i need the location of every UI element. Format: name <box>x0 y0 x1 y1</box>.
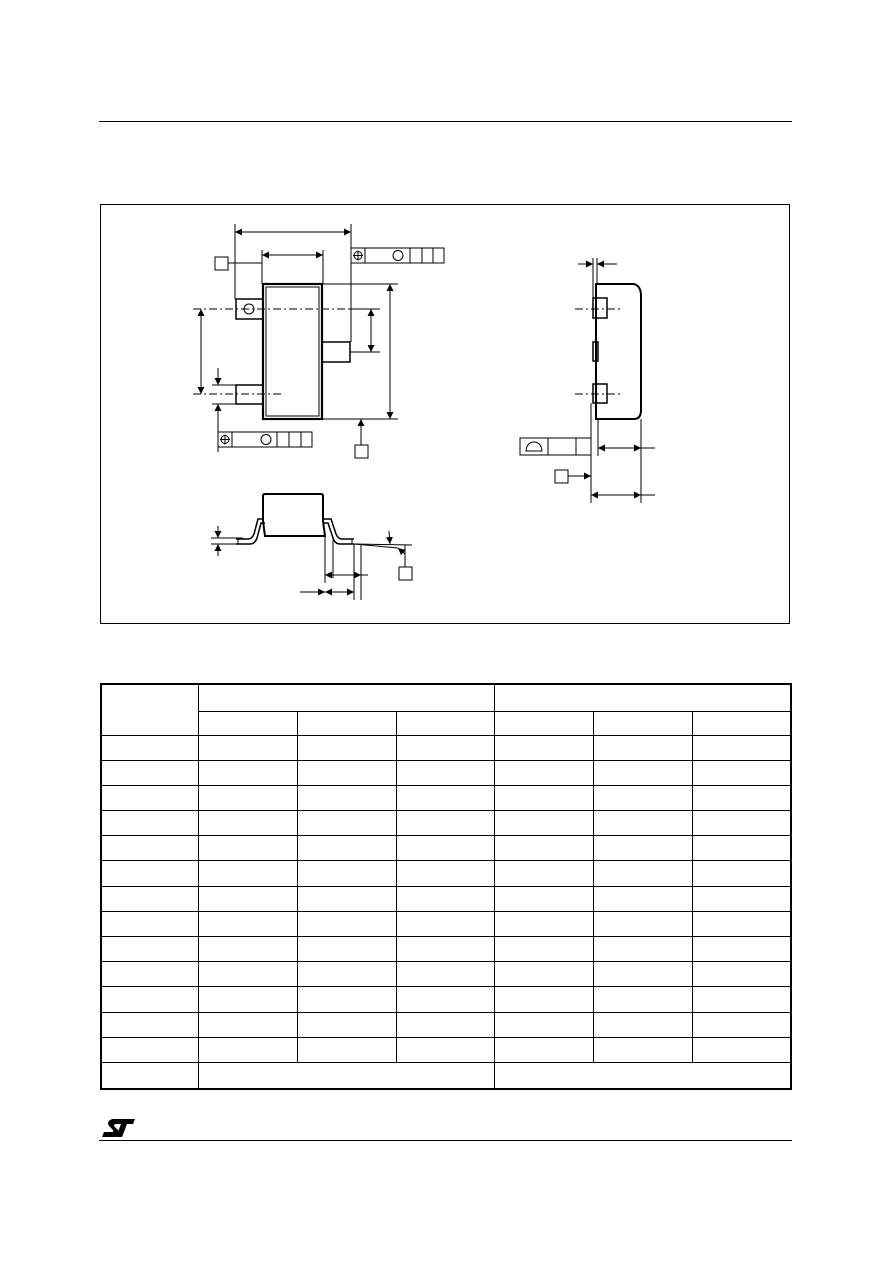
table-cell <box>396 987 495 1012</box>
table-cell <box>495 911 594 936</box>
dimension-line <box>389 531 390 544</box>
table-cell <box>396 911 495 936</box>
header-group <box>495 684 791 711</box>
table-cell <box>495 760 594 785</box>
table-cell <box>199 1037 298 1062</box>
table-row <box>101 785 791 810</box>
top-view <box>193 224 444 458</box>
table-cell <box>692 962 791 987</box>
table-cell <box>495 1062 791 1089</box>
table-cell <box>101 861 199 886</box>
table-row <box>101 735 791 760</box>
table-body <box>101 735 791 1062</box>
table-cell <box>199 962 298 987</box>
table-cell <box>692 987 791 1012</box>
table-cell <box>594 785 693 810</box>
package-body <box>263 284 322 419</box>
feature-control-frame-bottom <box>218 432 312 447</box>
table-cell <box>396 785 495 810</box>
dimensions-table <box>100 683 792 1090</box>
table-row <box>101 987 791 1012</box>
table-cell <box>396 811 495 836</box>
table-cell <box>199 836 298 861</box>
table-cell <box>495 785 594 810</box>
table-cell <box>297 886 396 911</box>
subheader-cell <box>594 711 693 735</box>
table-cell <box>594 987 693 1012</box>
table-cell <box>396 735 495 760</box>
table-cell <box>495 886 594 911</box>
feature-control-frame-side <box>520 438 591 455</box>
front-lead-right <box>323 519 354 539</box>
package-body-inner <box>266 287 319 416</box>
table-cell <box>101 987 199 1012</box>
table-cell <box>495 861 594 886</box>
table-cell <box>495 962 594 987</box>
subheader-cell <box>297 711 396 735</box>
st-logo-icon <box>101 1117 137 1139</box>
table-cell <box>101 811 199 836</box>
table-header-row <box>101 684 791 711</box>
table-cell <box>495 1037 594 1062</box>
table-cell <box>101 1037 199 1062</box>
table-cell <box>594 886 693 911</box>
table-cell <box>692 861 791 886</box>
table-cell <box>199 886 298 911</box>
table-cell <box>495 735 594 760</box>
side-view <box>520 258 655 503</box>
table-cell <box>101 937 199 962</box>
table-cell <box>396 836 495 861</box>
table-cell <box>101 760 199 785</box>
datum-box <box>555 470 568 483</box>
subheader-cell <box>396 711 495 735</box>
table-cell <box>594 1012 693 1037</box>
table-cell <box>199 785 298 810</box>
table-cell <box>495 987 594 1012</box>
table-cell <box>199 987 298 1012</box>
table-cell <box>594 861 693 886</box>
table-cell <box>297 760 396 785</box>
symbol-header <box>101 684 199 735</box>
table-cell <box>199 1062 495 1089</box>
table-cell <box>594 836 693 861</box>
table-row <box>101 836 791 861</box>
table-cell <box>594 1037 693 1062</box>
front-view <box>211 494 412 600</box>
feature-control-frame-top <box>351 248 444 263</box>
subheader-cell <box>199 711 298 735</box>
table-cell <box>692 735 791 760</box>
table-cell <box>594 911 693 936</box>
table-cell <box>396 1037 495 1062</box>
table-cell <box>101 836 199 861</box>
table-row <box>101 811 791 836</box>
table-cell <box>199 1012 298 1037</box>
header-group <box>199 684 495 711</box>
table-cell <box>199 811 298 836</box>
table-cell <box>396 886 495 911</box>
table-cell <box>396 760 495 785</box>
table-row <box>101 1012 791 1037</box>
table-cell <box>297 987 396 1012</box>
table-cell <box>396 861 495 886</box>
table-cell <box>396 1012 495 1037</box>
table-cell <box>101 1062 199 1089</box>
table-cell <box>594 937 693 962</box>
table-cell <box>692 1037 791 1062</box>
table-row <box>101 962 791 987</box>
table-row <box>101 911 791 936</box>
table-cell <box>101 735 199 760</box>
table-cell <box>692 811 791 836</box>
table-cell <box>199 861 298 886</box>
table-cell <box>297 836 396 861</box>
table-cell <box>297 735 396 760</box>
table-cell <box>594 760 693 785</box>
datum-box <box>355 445 368 458</box>
table-cell <box>692 886 791 911</box>
datum-box <box>215 257 228 270</box>
subheader-cell <box>692 711 791 735</box>
table-cell <box>594 811 693 836</box>
table-cell <box>297 937 396 962</box>
table-cell <box>495 937 594 962</box>
table-cell <box>297 861 396 886</box>
table-cell <box>297 811 396 836</box>
front-lead-left <box>236 523 265 544</box>
front-lead-right <box>323 523 354 544</box>
table-cell <box>594 962 693 987</box>
table-cell <box>101 785 199 810</box>
footer-rule <box>99 1140 792 1141</box>
table-cell <box>297 911 396 936</box>
side-body <box>596 284 641 419</box>
table-cell <box>101 962 199 987</box>
table-cell <box>297 785 396 810</box>
table-cell <box>297 962 396 987</box>
table-cell <box>199 760 298 785</box>
table-row <box>101 1037 791 1062</box>
table-cell <box>199 937 298 962</box>
table-cell <box>297 1037 396 1062</box>
lead-3 <box>322 342 350 362</box>
table-cell <box>396 962 495 987</box>
table-cell <box>199 735 298 760</box>
table-row <box>101 760 791 785</box>
table-cell <box>297 1012 396 1037</box>
table-cell <box>101 911 199 936</box>
table-cell <box>692 760 791 785</box>
table-cell <box>692 937 791 962</box>
table-cell <box>495 1012 594 1037</box>
table-cell <box>101 886 199 911</box>
table-row <box>101 861 791 886</box>
table-row <box>101 1062 791 1089</box>
table-cell <box>594 735 693 760</box>
table-row <box>101 886 791 911</box>
table-cell <box>692 1012 791 1037</box>
table-cell <box>199 911 298 936</box>
table-cell <box>692 836 791 861</box>
table-cell <box>692 785 791 810</box>
table-row <box>101 937 791 962</box>
front-body <box>263 494 325 536</box>
subheader-cell <box>495 711 594 735</box>
table-cell <box>692 911 791 936</box>
table-cell <box>396 937 495 962</box>
table-subheader-row <box>101 711 791 735</box>
datum-box <box>399 567 412 580</box>
table-cell <box>495 811 594 836</box>
dimension-line <box>398 548 405 554</box>
table-cell <box>495 836 594 861</box>
table-cell <box>101 1012 199 1037</box>
